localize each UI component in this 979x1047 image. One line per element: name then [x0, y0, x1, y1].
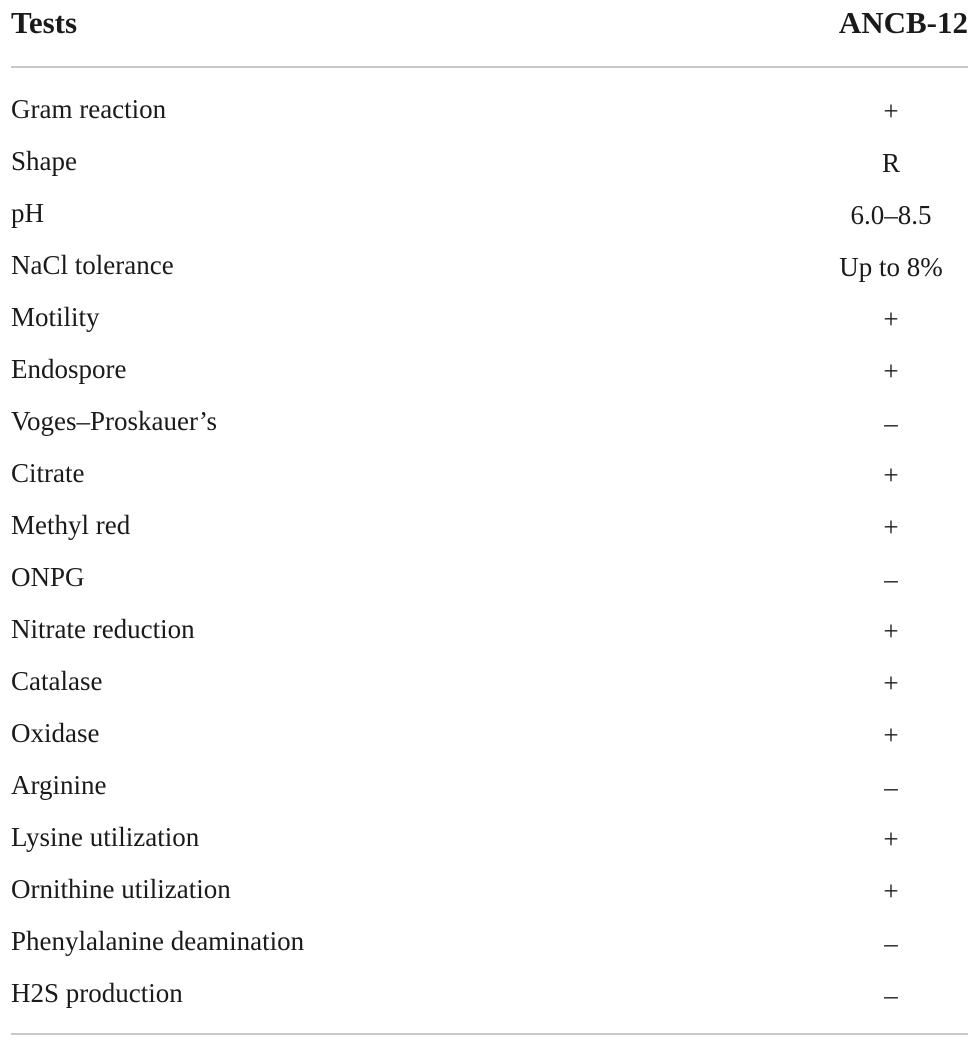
- test-name-cell: Oxidase: [11, 718, 100, 748]
- test-result-cell: +: [883, 304, 899, 334]
- test-result-cell: +: [883, 720, 899, 750]
- test-name-cell: NaCl tolerance: [11, 250, 174, 280]
- table-row: [0, 190, 979, 242]
- test-result-cell: +: [883, 616, 899, 646]
- test-result-cell: Up to 8%: [839, 252, 943, 282]
- test-name-cell: Voges–Proskauer’s: [11, 406, 217, 436]
- test-result-cell: –: [884, 928, 898, 958]
- table-row: [0, 398, 979, 450]
- test-name-cell: Citrate: [11, 458, 85, 488]
- table-row: [0, 710, 979, 762]
- test-result-cell: +: [883, 96, 899, 126]
- footer-divider: [11, 1033, 968, 1035]
- table-row: [0, 294, 979, 346]
- table-row: [0, 138, 979, 190]
- test-result-cell: –: [884, 408, 898, 438]
- table-row: [0, 918, 979, 970]
- test-result-cell: 6.0–8.5: [850, 200, 932, 230]
- test-name-cell: Endospore: [11, 354, 127, 384]
- table-header: [0, 0, 979, 54]
- test-name-cell: H2S production: [11, 978, 183, 1008]
- test-name-cell: Methyl red: [11, 510, 131, 540]
- test-name-cell: Nitrate reduction: [11, 614, 195, 644]
- test-result-cell: +: [883, 460, 899, 490]
- table-row: [0, 970, 979, 1022]
- test-result-cell: –: [884, 564, 898, 594]
- table-row: [0, 658, 979, 710]
- test-name-cell: Phenylalanine deamination: [11, 926, 305, 956]
- column-header-tests: Tests: [11, 5, 78, 40]
- table-row: [0, 86, 979, 138]
- table-row: [0, 502, 979, 554]
- test-result-cell: +: [883, 876, 899, 906]
- table-body: [0, 86, 979, 1022]
- test-name-cell: Lysine utilization: [11, 822, 200, 852]
- test-name-cell: Shape: [11, 146, 77, 176]
- test-name-cell: pH: [11, 198, 44, 228]
- test-result-cell: +: [883, 356, 899, 386]
- column-header-strain: ANCB-12: [838, 5, 968, 40]
- test-name-cell: Motility: [11, 302, 100, 332]
- test-result-cell: R: [881, 148, 900, 178]
- test-name-cell: Arginine: [11, 770, 107, 800]
- test-result-cell: –: [884, 980, 898, 1010]
- test-name-cell: Ornithine utilization: [11, 874, 231, 904]
- table-row: [0, 762, 979, 814]
- table-row: [0, 866, 979, 918]
- table-row: [0, 346, 979, 398]
- header-divider: [11, 66, 968, 68]
- test-result-cell: –: [884, 772, 898, 802]
- test-name-cell: ONPG: [11, 562, 85, 592]
- test-name-cell: Gram reaction: [11, 94, 167, 124]
- test-name-cell: Catalase: [11, 666, 103, 696]
- table-row: [0, 554, 979, 606]
- table-row: [0, 450, 979, 502]
- table-row: [0, 606, 979, 658]
- test-result-cell: +: [883, 512, 899, 542]
- table-row: [0, 242, 979, 294]
- table-row: [0, 814, 979, 866]
- test-result-cell: +: [883, 824, 899, 854]
- test-result-cell: +: [883, 668, 899, 698]
